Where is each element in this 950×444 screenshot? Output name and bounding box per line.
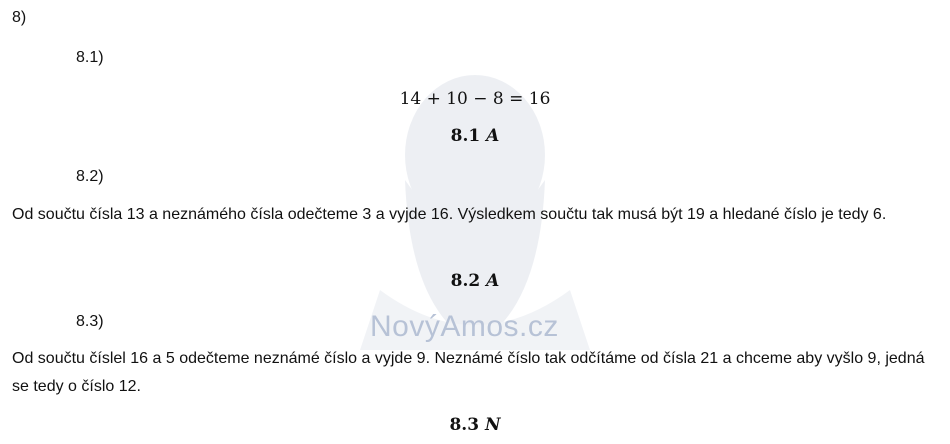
section-number: 8) bbox=[12, 9, 27, 26]
answer bbox=[0, 414, 950, 436]
answer-number: 8.2 bbox=[450, 271, 481, 291]
answer-letter: A bbox=[486, 126, 500, 146]
answer-letter: N bbox=[484, 415, 501, 435]
answer-number: 8.1 bbox=[450, 126, 481, 146]
answer-letter: A bbox=[486, 271, 500, 291]
solution-text: Od součtu čísla 13 a neznámého čísla odečteme 3 a vyjde 16. Výsledkem součtu tak musá být 19 a hledané číslo je tedy 6. bbox=[12, 206, 887, 223]
answer bbox=[0, 125, 950, 147]
equation: 14 + 10 − 8 = 16 bbox=[399, 89, 551, 109]
part-label: 8.2) bbox=[76, 168, 104, 185]
solution-text: Od součtu číslel 16 a 5 odečteme neznámé číslo a vyjde 9. Neznámé číslo tak odčítáme od čísla 21 a chceme aby vyšlo 9, jedná se tedy o číslo 12. bbox=[12, 350, 925, 395]
part-label: 8.3) bbox=[76, 313, 104, 330]
watermark-text: NovýAmos.cz bbox=[370, 310, 559, 343]
answer-number: 8.3 bbox=[449, 415, 480, 435]
answer bbox=[0, 270, 950, 292]
part-label: 8.1) bbox=[76, 49, 104, 66]
